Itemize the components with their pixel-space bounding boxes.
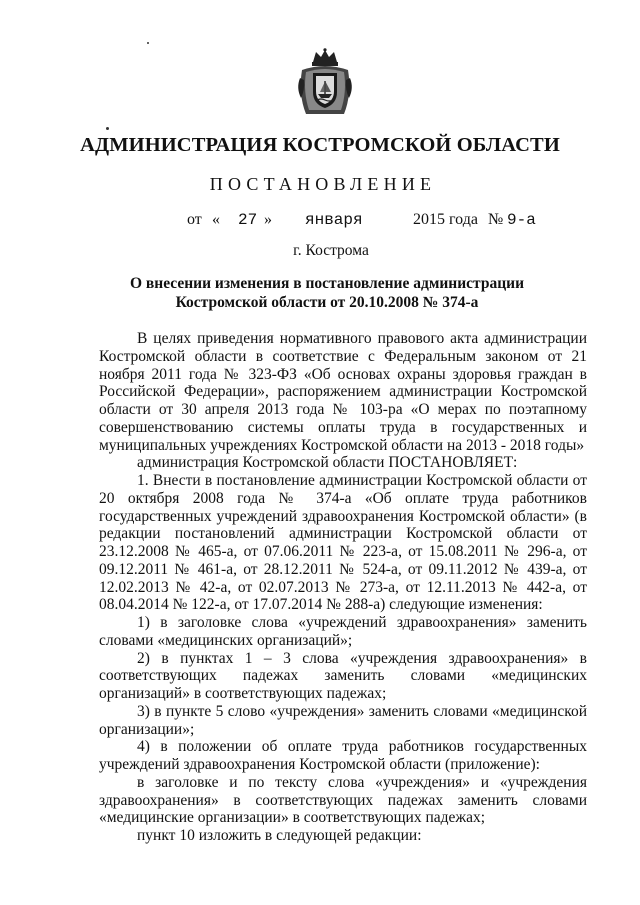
- scan-speck: [106, 127, 109, 130]
- subject-line: Костромской области от 20.10.2008 № 374-а: [175, 294, 479, 311]
- body-paragraph: 2) в пунктах 1 – 3 слова «учреждения здравоохранения» в соответствующих падежах заменить словами «медицинских организаций» в соответствующих падежах;: [99, 649, 587, 702]
- city: г. Кострома: [293, 242, 369, 259]
- date-year: 2015 года: [413, 211, 478, 228]
- scan-speck: [147, 42, 149, 44]
- date-month: января: [305, 211, 363, 229]
- date-quote-open: «: [212, 211, 220, 228]
- document-body: [99, 330, 587, 845]
- date-prefix: от: [187, 211, 202, 228]
- body-paragraph: 1) в заголовке слова «учреждений здравоохранения» заменить словами «медицинских организаций»;: [99, 614, 587, 649]
- number-sign: №: [488, 211, 504, 228]
- body-paragraph: администрация Костромской области ПОСТАНОВЛЯЕТ:: [137, 454, 518, 472]
- date-day: 27: [238, 211, 258, 229]
- document-type: ПОСТАНОВЛЕНИЕ: [209, 174, 437, 194]
- date-quote-close: »: [264, 211, 272, 228]
- document-subject: [110, 274, 544, 312]
- subject-line: О внесении изменения в постановление администрации: [129, 275, 525, 292]
- organization-title: АДМИНИСТРАЦИЯ КОСТРОМСКОЙ ОБЛАСТИ: [80, 134, 560, 156]
- body-paragraph: В целях приведения нормативного правового акта администрации Костромской области в соответствие с Федеральным законом от 21 ноября 2011 года № 323-ФЗ «Об основах охраны здоровья граждан в Российской Федерации», распоряжением администрации Костромской области от 30 апреля 2013 года № 103-ра «О мерах по поэтапному совершенствованию системы оплаты труда в государственных и муниципальных учреждениях Костромской области на 2013 - 2018 годы»: [99, 330, 587, 454]
- body-paragraph: 1. Внести в постановление администрации Костромской области от 20 октября 2008 года № 374-а «Об оплате труда работников государственных учреждений здравоохранения Костромской области» (в редакции постановлений администрации Костромской области от 23.12.2008 № 465-а, от 07.06.2011 № 223-а, от 15.08.2011 № 296-а, от 09.12.2011 № 461-а, от 28.12.2011 № 524-а, от 09.11.2012 № 439-а, от 12.02.2013 № 42-а, от 02.07.2013 № 273-а, от 12.11.2013 № 442-а, от 08.04.2014 № 122-а, от 17.07.2014 № 288-а) следующие изменения:: [99, 472, 587, 614]
- coat-of-arms-icon: [296, 48, 354, 118]
- body-paragraph: 4) в положении об оплате труда работников государственных учреждений здравоохранения Костромской области (приложение):: [99, 738, 587, 773]
- body-paragraph: пункт 10 изложить в следующей редакции:: [137, 827, 422, 844]
- document-number: 9-а: [507, 211, 536, 229]
- body-paragraph: в заголовке и по тексту слова «учреждения» и «учреждения здравоохранения» в соответствующих падежах заменить словами «медицинские организации» в соответствующих падежах;: [99, 773, 587, 827]
- body-paragraph: 3) в пункте 5 слово «учреждения» заменить словами «медицинской организации»;: [99, 702, 587, 738]
